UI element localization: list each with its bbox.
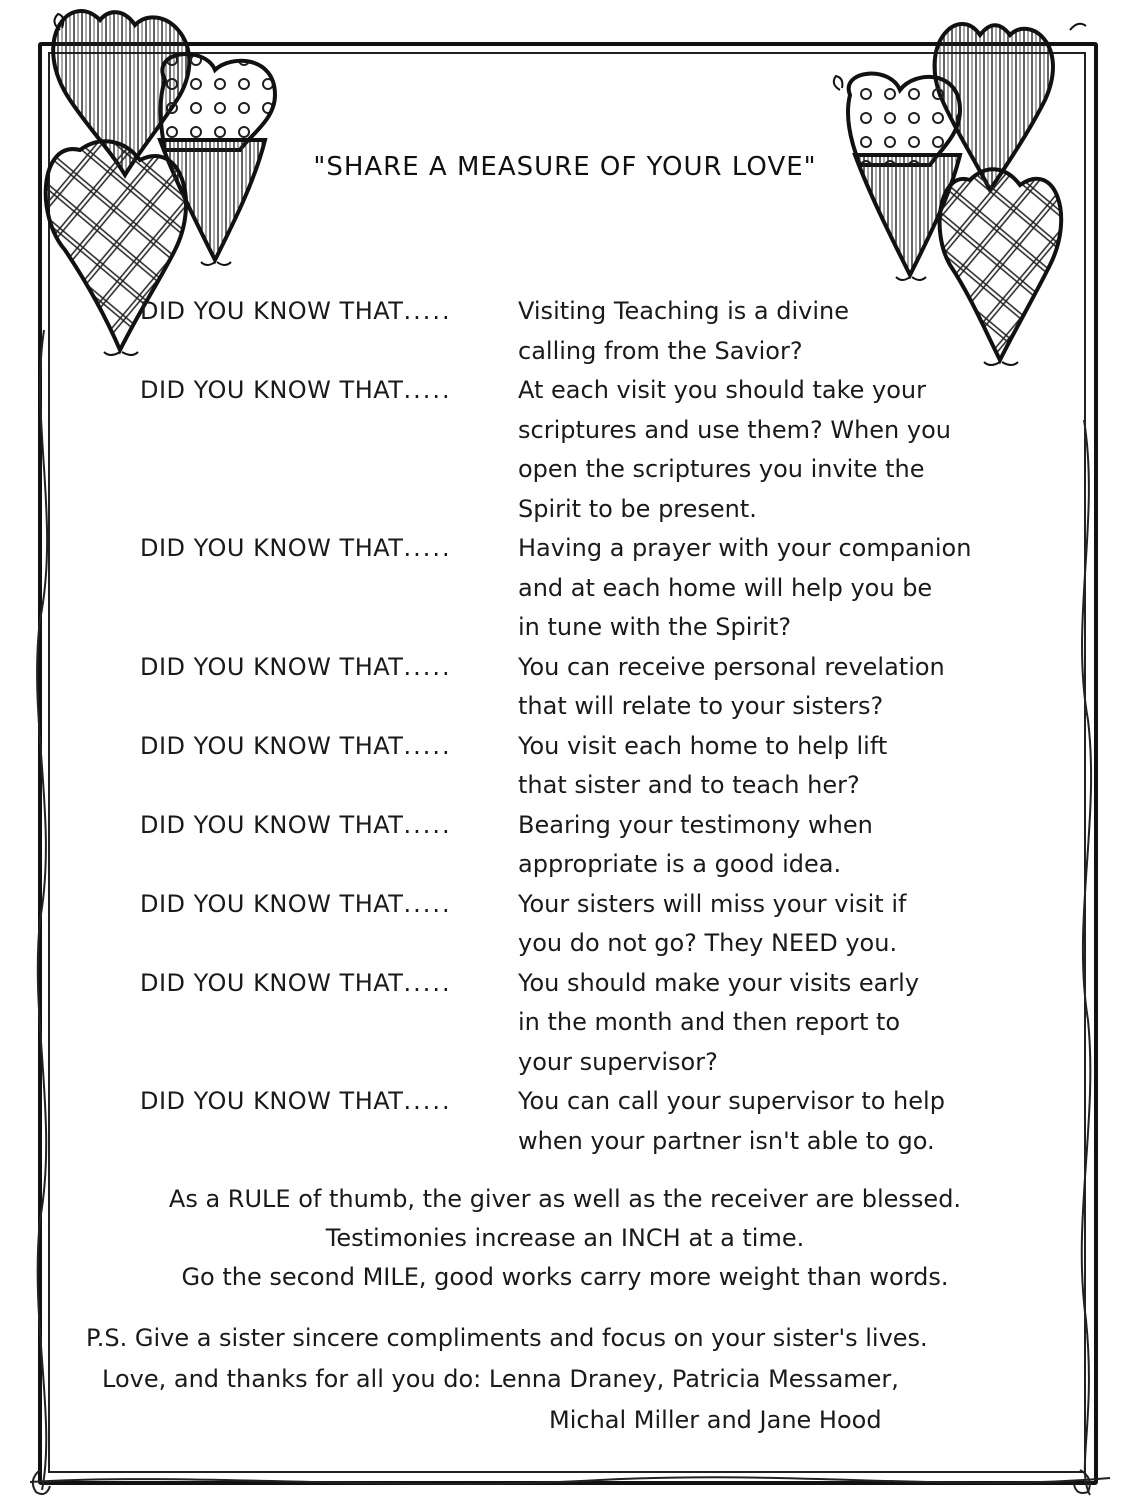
answer-text [518, 727, 1028, 806]
question-text: DID YOU KNOW THAT [140, 1087, 404, 1115]
answer-text [518, 371, 1028, 529]
ps-signature-line: Michal Miller and Jane Hood [549, 1406, 882, 1434]
answer-line: your supervisor? [518, 1047, 718, 1076]
question-label [140, 292, 518, 371]
list-item [140, 806, 1040, 885]
answer-text [518, 292, 1028, 371]
leader-dots: ..... [403, 968, 452, 997]
answer-line: Your sisters will miss your visit if [518, 889, 907, 918]
answer-line: You can receive personal revelation [518, 652, 945, 681]
leader-dots: ..... [403, 297, 452, 325]
answer-text [518, 885, 1028, 964]
answer-text [518, 648, 1028, 727]
answer-line: you do not go? They NEED you. [518, 929, 898, 957]
list-item [140, 648, 1040, 727]
answer-line: You visit each home to help lift [518, 731, 888, 760]
leader-dots: ..... [403, 810, 452, 839]
answer-line: appropriate is a good idea. [518, 850, 842, 878]
answer-line: Spirit to be present. [518, 494, 757, 523]
answer-line: At each visit you should take your [518, 376, 927, 404]
answer-text [518, 806, 1028, 885]
answer-text [518, 1082, 1028, 1161]
answer-text [518, 964, 1028, 1083]
list-item [140, 292, 1040, 371]
question-label [140, 1082, 518, 1161]
answer-line: Visiting Teaching is a divine [518, 297, 849, 325]
answer-line: that will relate to your sisters? [518, 692, 884, 720]
answer-line: You should make your visits early [518, 968, 920, 997]
closing-line: Testimonies increase an INCH at a time. [325, 1224, 805, 1252]
closing-line: Go the second MILE, good works carry more weight than words. [181, 1263, 949, 1291]
list-item [140, 1082, 1040, 1161]
ps-line: P.S. Give a sister sincere compliments and focus on your sister's lives. [86, 1324, 928, 1352]
question-label [140, 885, 518, 964]
list-item [140, 885, 1040, 964]
answer-line: Having a prayer with your companion [518, 534, 972, 562]
answer-line: calling from the Savior? [518, 336, 803, 365]
page-title: "SHARE A MEASURE OF YOUR LOVE" [313, 152, 817, 182]
leader-dots: ..... [403, 376, 452, 404]
answer-line: in the month and then report to [518, 1008, 901, 1036]
closing-sayings [60, 1180, 1070, 1297]
answer-text [518, 529, 1028, 648]
question-label [140, 529, 518, 648]
question-label [140, 727, 518, 806]
question-label [140, 964, 518, 1083]
answer-line: in tune with the Spirit? [518, 613, 792, 641]
question-text: DID YOU KNOW THAT [140, 889, 404, 918]
closing-line: As a RULE of thumb, the giver as well as the receiver are blessed. [168, 1185, 962, 1213]
answer-line: and at each home will help you be [518, 573, 933, 602]
answer-line: that sister and to teach her? [518, 771, 860, 799]
question-text: DID YOU KNOW THAT [140, 297, 404, 325]
question-label [140, 648, 518, 727]
list-item [140, 529, 1040, 648]
list-item [140, 371, 1040, 529]
list-item [140, 727, 1040, 806]
question-text: DID YOU KNOW THAT [140, 376, 404, 404]
answer-line: scriptures and use them? When you [518, 415, 951, 444]
question-text: DID YOU KNOW THAT [140, 810, 404, 839]
did-you-know-list [140, 292, 1040, 1161]
question-label [140, 806, 518, 885]
question-text: DID YOU KNOW THAT [140, 652, 404, 681]
answer-line: when your partner isn't able to go. [518, 1126, 935, 1155]
ps-signature-line: Love, and thanks for all you do: Lenna Draney, Patricia Messamer, [102, 1365, 899, 1393]
answer-line: You can call your supervisor to help [518, 1087, 945, 1115]
postscript [86, 1318, 1046, 1441]
question-text: DID YOU KNOW THAT [140, 731, 404, 760]
question-text: DID YOU KNOW THAT [140, 534, 404, 562]
list-item [140, 964, 1040, 1083]
leader-dots: ..... [403, 889, 452, 918]
leader-dots: ..... [403, 731, 452, 760]
leader-dots: ..... [403, 1087, 452, 1115]
question-label [140, 371, 518, 529]
answer-line: Bearing your testimony when [518, 810, 873, 839]
answer-line: open the scriptures you invite the [518, 455, 925, 483]
leader-dots: ..... [403, 534, 452, 562]
question-text: DID YOU KNOW THAT [140, 968, 404, 997]
leader-dots: ..... [403, 652, 452, 681]
